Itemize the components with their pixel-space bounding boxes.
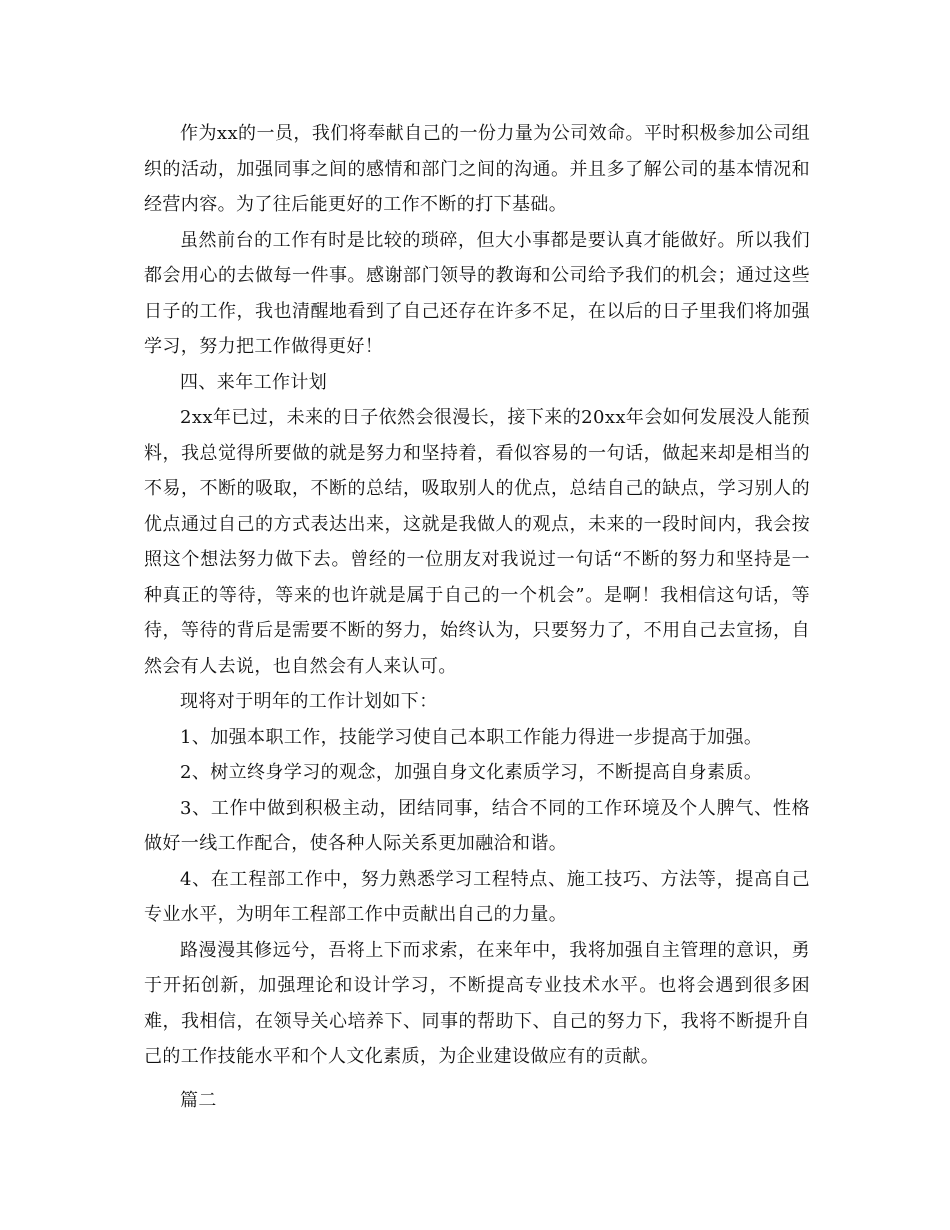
document-body — [144, 116, 810, 1118]
section-heading-plan: 四、来年工作计划 — [180, 371, 328, 393]
paragraph-plan-intro: 现将对于明年的工作计划如下： — [180, 691, 438, 712]
list-item-plan-3: 3、工作中做到积极主动，团结同事，结合不同的工作环境及个人脾气、性格做好一线工作配合，使各种人际关系更加融洽和谐。 — [144, 797, 810, 854]
section-heading-part-two: 篇二 — [180, 1089, 217, 1111]
paragraph-intro: 作为xx的一员，我们将奉献自己的一份力量为公司效命。平时积极参加公司组织的活动，加强同事之间的感情和部门之间的沟通。并且多了解公司的基本情况和经营内容。为了往后能更好的工作不断的打下基础。 — [144, 123, 810, 215]
list-item-plan-2: 2、树立终身学习的观念，加强自身文化素质学习，不断提高自身素质。 — [180, 762, 763, 783]
paragraph-reflection: 2xx年已过，未来的日子依然会很漫长，接下来的20xx年会如何发展没人能预料，我总觉得所要做的就是努力和坚持着，看似容易的一句话，做起来却是相当的不易，不断的吸取，不断的总结，吸取别人的优点，总结自己的缺点，学习别人的优点通过自己的方式表达出来，这就是我做人的观点，未来的一段时间内，我会按照这个想法努力做下去。曾经的一位朋友对我说过一句话“不断的努力和坚持是一种真正的等待，等来的也许就是属于自己的一个机会”。是啊！我相信这句话，等待，等待的背后是需要不断的努力，始终认为，只要努力了，不用自己去宣扬，自然会有人去说，也自然会有人来认可。 — [144, 407, 810, 677]
paragraph-closing: 路漫漫其修远兮，吾将上下而求索，在来年中，我将加强自主管理的意识，勇于开拓创新，加强理论和设计学习，不断提高专业技术水平。也将会遇到很多困难，我相信，在领导关心培养下、同事的帮助下、自己的努力下，我将不断提升自己的工作技能水平和个人文化素质，为企业建设做应有的贡献。 — [144, 939, 810, 1067]
list-item-plan-1: 1、加强本职工作，技能学习使自己本职工作能力得进一步提高于加强。 — [180, 726, 763, 748]
paragraph-reception-work: 虽然前台的工作有时是比较的琐碎，但大小事都是要认真才能做好。所以我们都会用心的去做每一件事。感谢部门领导的教诲和公司给予我们的机会；通过这些日子的工作，我也清醒地看到了自己还存在许多不足，在以后的日子里我们将加强学习，努力把工作做得更好！ — [144, 229, 810, 357]
list-item-plan-4: 4、在工程部工作中，努力熟悉学习工程特点、施工技巧、方法等，提高自己专业水平，为明年工程部工作中贡献出自己的力量。 — [144, 868, 810, 925]
